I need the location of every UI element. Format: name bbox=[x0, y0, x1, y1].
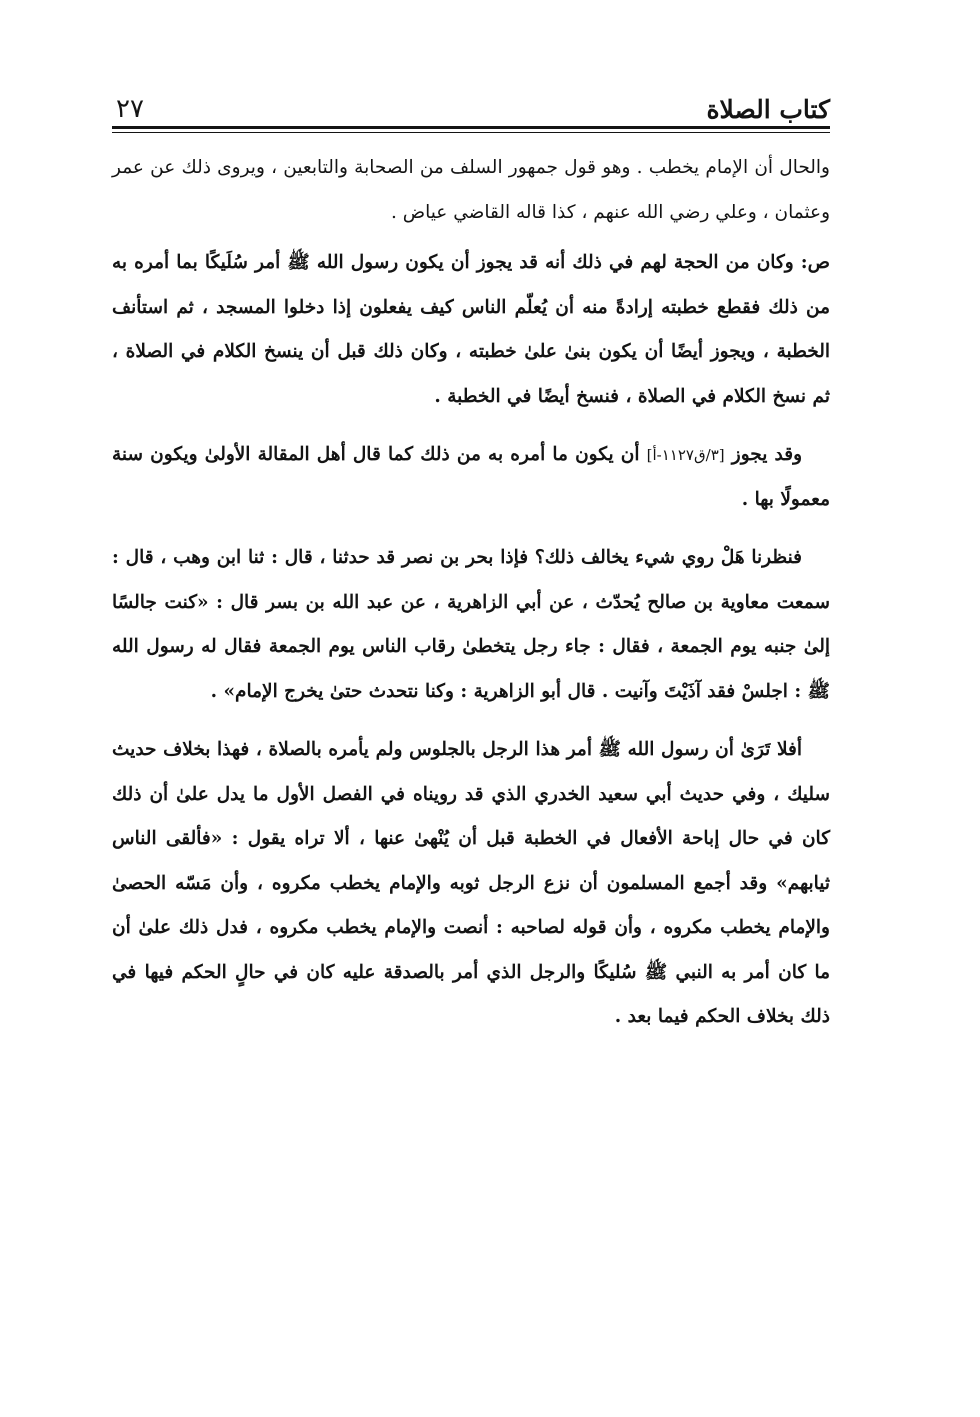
book-title: كتاب الصلاة bbox=[706, 95, 830, 124]
body-text bbox=[112, 145, 830, 1040]
main-text-paragraph bbox=[112, 728, 830, 1040]
manuscript-reference: [٣/ق١١٢٧-أ] bbox=[646, 446, 725, 464]
text-marker: ص: bbox=[800, 252, 830, 273]
paragraph-text: أفلا تَرَىٰ أن رسول الله ﷺ أمر هذا الرجل بالجلوس ولم يأمره بالصلاة ، فهذا بخلاف حديث سليك ، وفي حديث أبي سعيد الخدري الذي قد رويناه في الفصل الأول ما يدل علىٰ أن ذلك كان في حال إباحة الأفعال في الخطبة قبل أن يُنْهىٰ عنها ، ألا تراه يقول : «فألقى الناس ثيابهم» وقد أجمع المسلمون أن نزع الرجل ثوبه والإمام يخطب مكروه ، وأن مَسّه الحصىٰ والإمام يخطب مكروه ، وأن قوله لصاحبه : أنصت والإمام يخطب مكروه ، فدل ذلك علىٰ أن ما كان أمر به النبي ﷺ سُليكًا والرجل الذي أمر بالصدقة عليه كان في حالٍ الحكم فيها في ذلك بخلاف الحكم فيما بعد . bbox=[112, 739, 830, 1027]
running-header bbox=[112, 78, 830, 126]
main-text-paragraph bbox=[112, 433, 830, 522]
paragraph-text: فنظرنا هَلْ روي شيء يخالف ذلك؟ فإذا بحر بن نصر قد حدثنا ، قال : ثنا ابن وهب ، قال : سمعت معاوية بن صالح يُحدّث ، عن أبي الزاهرية ، عن عبد الله بن بسر قال : «كنت جالسًا إلىٰ جنبه يوم الجمعة ، فقال : جاء رجل يتخطىٰ رقاب الناس يوم الجمعة فقال له رسول الله ﷺ : اجلسْ فقد آذَيْتَ وآنيت . قال أبو الزاهرية : وكنا نتحدث حتىٰ يخرج الإمام» . bbox=[112, 547, 830, 702]
book-page bbox=[112, 78, 830, 1054]
page-number: ٢٧ bbox=[116, 94, 144, 124]
paragraph-text: والحال أن الإمام يخطب . وهو قول جمهور السلف من الصحابة والتابعين ، ويروى ذلك عن عمر وعثمان ، وعلي رضي الله عنهم ، كذا قاله القاضي عياض . bbox=[112, 157, 830, 223]
header-rule-thin bbox=[112, 132, 830, 133]
paragraph-text: وقد يجوز bbox=[724, 444, 803, 465]
header-rule-thick bbox=[112, 126, 830, 129]
commentary-paragraph bbox=[112, 145, 830, 235]
main-text-paragraph bbox=[112, 241, 830, 419]
main-text-paragraph bbox=[112, 536, 830, 714]
paragraph-text: وكان من الحجة لهم في ذلك أنه قد يجوز أن يكون رسول الله ﷺ أمر سُلَيكًا بما أمره به من ذلك فقطع خطبته إرادةً منه أن يُعلّم الناس كيف يفعلون إذا دخلوا المسجد ، ثم استأنف الخطبة ، ويجوز أيضًا أن يكون بنىٰ علىٰ خطبته ، وكان ذلك قبل أن ينسخ الكلام في الصلاة ، ثم نسخ الكلام في الصلاة ، فنسخ أيضًا في الخطبة . bbox=[112, 252, 830, 407]
paragraph-text: أن يكون ما أمره به من ذلك كما قال أهل المقالة الأولىٰ ويكون سنة معمولًا بها . bbox=[112, 444, 830, 510]
